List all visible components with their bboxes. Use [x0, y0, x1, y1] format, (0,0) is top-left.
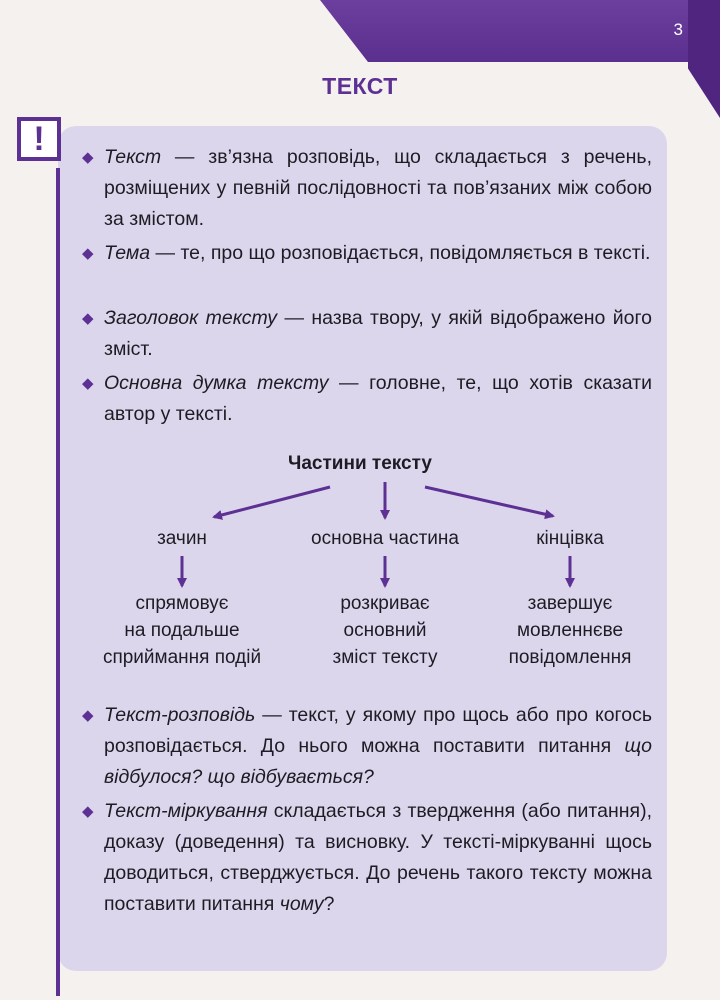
description-line: сприймання подій — [102, 647, 262, 668]
diamond-bullet-icon: ◆ — [82, 803, 94, 820]
definition-dash: — — [277, 307, 312, 329]
page-number: 3 — [673, 20, 683, 39]
diamond-bullet-icon: ◆ — [82, 310, 94, 327]
definition-dash: — — [328, 372, 370, 394]
definition-body: зв’язна розповідь, що складається з речень, розміщених у певній послідовності та пов’язаних між собою за змістом. — [104, 146, 652, 230]
part-intro-label: зачин — [157, 528, 207, 549]
part-ending-label: кінцівка — [536, 528, 604, 549]
text-type-body: — текст, у якому про щось або про когось розповідається. До нього можна поставити питання — [104, 704, 652, 757]
definition-body: головне, те, що хотів сказати автор у тексті. — [104, 372, 652, 425]
definition-term: Текст — [104, 146, 162, 168]
text-type-body: складається з твердження (або питання), доказу (доведення) та висновку. У тексті-міркуванні щось доводиться, стверджується. До речень такого тексту можна поставити питання — [104, 800, 652, 915]
description-line: зміст тексту — [332, 647, 438, 668]
diagram-title: Частини тексту — [288, 453, 432, 474]
text-type-term: Текст-міркування — [104, 800, 268, 822]
definition-dash: — — [161, 146, 209, 168]
text-type-ending: ? — [323, 893, 335, 915]
page-title: ТЕКСТ — [322, 73, 398, 99]
description-line: розкриває — [340, 593, 430, 614]
diamond-bullet-icon: ◆ — [82, 375, 94, 392]
definition-term: Заголовок тексту — [104, 307, 278, 329]
description-line: на подальше — [124, 620, 240, 641]
description-line: завершує — [527, 593, 613, 614]
text-type-question: чому — [279, 893, 324, 915]
definition-body: те, про що розповідається, повідомляється в тексті. — [180, 242, 651, 264]
text-type-reasoning — [82, 796, 652, 920]
diamond-bullet-icon: ◆ — [82, 245, 94, 262]
description-line: мовленнєве — [516, 620, 624, 641]
description-line: повідомлення — [508, 647, 632, 668]
description-line: спрямовує — [135, 593, 229, 614]
description-line: основний — [343, 620, 427, 641]
definition-term: Тема — [104, 242, 151, 264]
arrow-to-ending — [425, 487, 553, 516]
definition-body: назва твору, у якій відображено його зміст. — [104, 307, 652, 360]
part-main-label: основна частина — [311, 528, 459, 549]
definition-term: Основна думка тексту — [104, 372, 329, 394]
text-type-question: що відбулося? що відбувається? — [104, 735, 652, 788]
definition-dash: — — [150, 242, 181, 264]
diamond-bullet-icon: ◆ — [82, 149, 94, 166]
diamond-bullet-icon: ◆ — [82, 707, 94, 724]
text-type-term: Текст-розповідь — [104, 704, 256, 726]
text-type-narrative — [82, 700, 652, 793]
part-ending-description — [450, 590, 690, 671]
arrow-to-intro — [214, 487, 330, 517]
exclamation-icon-label: ! — [33, 119, 45, 158]
